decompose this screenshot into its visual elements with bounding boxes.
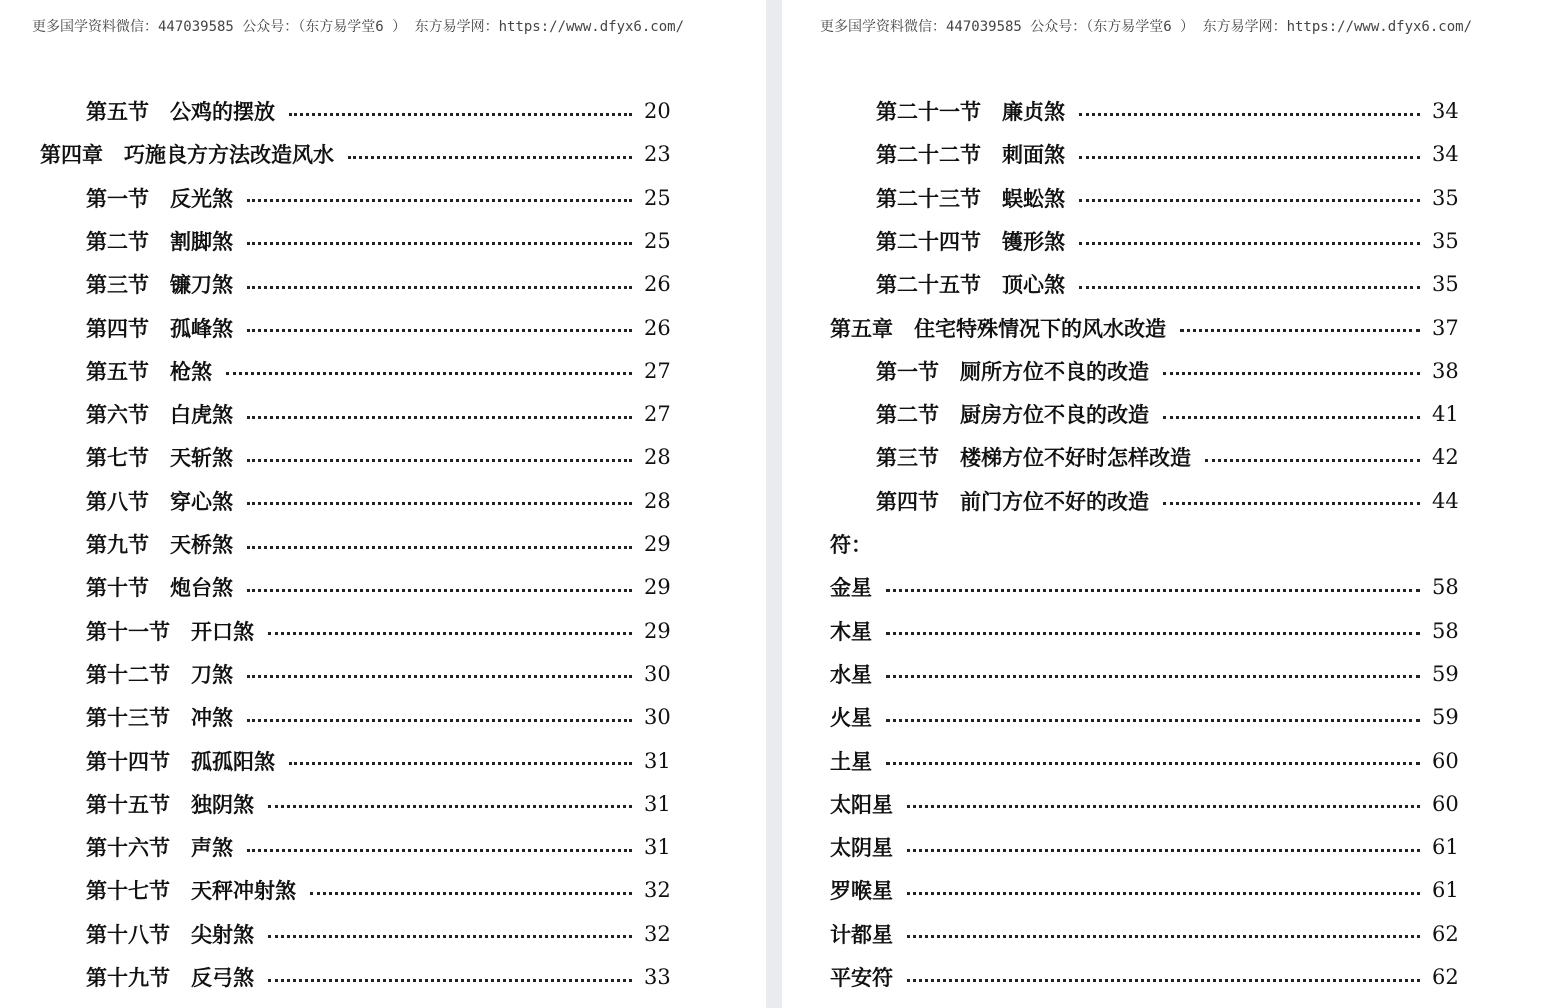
toc-page-number: 29 — [644, 618, 671, 643]
toc-entry-title: 第三节 楼梯方位不好时怎样改造 — [876, 445, 1191, 471]
toc-leader-dots — [289, 113, 632, 116]
toc-page-number: 37 — [1432, 315, 1459, 340]
toc-leader-dots — [907, 979, 1420, 982]
toc-section-entry — [86, 957, 671, 997]
toc-entry-title: 平安符 — [830, 965, 893, 990]
toc-entry-title: 土星 — [830, 748, 872, 774]
toc-section-entry — [86, 611, 671, 651]
toc-section-entry — [876, 481, 1459, 521]
toc-entry-title: 第十节 炮台煞 — [86, 575, 233, 601]
toc-leader-dots — [247, 675, 632, 678]
toc-leader-dots — [247, 589, 632, 592]
toc-entry-title: 第五节 枪煞 — [86, 358, 212, 384]
toc-section-entry — [86, 481, 671, 521]
toc-chapter-entry — [830, 524, 1456, 564]
toc-section-entry — [86, 827, 671, 867]
toc-leader-dots — [247, 459, 632, 462]
toc-section-entry — [876, 221, 1459, 261]
toc-leader-dots — [247, 546, 632, 549]
toc-section-entry — [86, 654, 671, 694]
toc-page-number: 41 — [1432, 402, 1459, 427]
toc-entry-title: 第十五节 独阴煞 — [86, 791, 254, 817]
toc-leader-dots — [1079, 156, 1420, 159]
toc-page-number: 60 — [1432, 748, 1459, 773]
toc-entry-title: 第十九节 反弓煞 — [86, 965, 254, 990]
toc-chapter-entry — [830, 567, 1459, 607]
toc-leader-dots — [886, 632, 1420, 635]
toc-entry-title: 第七节 天斩煞 — [86, 445, 233, 471]
toc-section-entry — [86, 524, 671, 564]
toc-section-entry — [86, 221, 671, 261]
toc-page-number: 42 — [1432, 445, 1459, 470]
right-page — [782, 0, 1552, 1008]
toc-page-number: 25 — [644, 228, 671, 253]
toc-leader-dots — [226, 372, 632, 375]
toc-page-number: 58 — [1432, 575, 1459, 600]
toc-page-number: 25 — [644, 185, 671, 210]
toc-page-number: 31 — [644, 791, 671, 816]
toc-section-entry — [86, 437, 671, 477]
toc-page-number: 59 — [1432, 705, 1459, 730]
toc-leader-dots — [348, 156, 632, 159]
toc-entry-title: 第九节 天桥煞 — [86, 532, 233, 557]
toc-page-number: 61 — [1432, 835, 1459, 860]
toc-chapter-entry — [830, 654, 1459, 694]
toc-section-entry — [86, 351, 671, 391]
page-header-watermark: 更多国学资料微信：447039585 公众号：（东方易学堂6 ） 东方易学网：https://www.dfyx6.com/ — [32, 19, 685, 35]
toc-page-number: 28 — [644, 488, 671, 513]
toc-chapter-entry — [830, 697, 1459, 737]
toc-page-number: 33 — [644, 965, 671, 989]
toc-entry-title: 木星 — [830, 618, 872, 644]
toc-section-entry — [86, 870, 671, 910]
toc-page-number: 34 — [1432, 99, 1459, 123]
toc-chapter-entry — [830, 784, 1459, 824]
toc-entry-title: 第八节 穿心煞 — [86, 488, 233, 514]
toc-leader-dots — [1163, 372, 1420, 375]
toc-entry-title: 火星 — [830, 705, 872, 731]
toc-leader-dots — [247, 416, 632, 419]
toc-section-entry — [86, 178, 671, 218]
toc-chapter-entry — [40, 134, 671, 174]
toc-page-number: 35 — [1432, 272, 1459, 297]
toc-page-number: 30 — [644, 705, 671, 730]
toc-entry-title: 第一节 厕所方位不良的改造 — [876, 358, 1149, 384]
toc-leader-dots — [289, 762, 632, 765]
toc-page-number: 31 — [644, 835, 671, 860]
toc-page-number: 28 — [644, 445, 671, 470]
toc-leader-dots — [268, 979, 632, 982]
toc-page-number: 35 — [1432, 228, 1459, 253]
toc-leader-dots — [247, 329, 632, 332]
toc-entry-title: 太阳星 — [830, 791, 893, 817]
toc-leader-dots — [310, 892, 632, 895]
toc-entry-title: 第一节 反光煞 — [86, 185, 233, 211]
toc-leader-dots — [1079, 113, 1420, 116]
toc-page-number: 26 — [644, 315, 671, 340]
toc-page-number: 62 — [1432, 965, 1459, 989]
toc-section-entry — [876, 91, 1459, 131]
toc-section-entry — [86, 91, 671, 131]
toc-entry-title: 第十七节 天秤冲射煞 — [86, 878, 296, 904]
toc-page-number: 59 — [1432, 661, 1459, 686]
toc-entry-title: 第十三节 冲煞 — [86, 705, 233, 731]
toc-leader-dots — [886, 589, 1420, 592]
toc-page-number: 32 — [644, 921, 671, 946]
toc-entry-title: 太阴星 — [830, 835, 893, 861]
toc-entry-title: 第二节 厨房方位不良的改造 — [876, 402, 1149, 428]
toc-entry-title: 第十八节 尖射煞 — [86, 921, 254, 947]
toc-page-number: 58 — [1432, 618, 1459, 643]
toc-section-entry — [86, 784, 671, 824]
toc-entry-title: 第十二节 刀煞 — [86, 661, 233, 687]
toc-page-number: 34 — [1432, 142, 1459, 167]
toc-entry-title: 第二十三节 蜈蚣煞 — [876, 185, 1065, 211]
toc-leader-dots — [268, 632, 632, 635]
toc-entry-title: 第二十一节 廉贞煞 — [876, 99, 1065, 124]
toc-leader-dots — [268, 805, 632, 808]
toc-page-number: 30 — [644, 661, 671, 686]
toc-entry-title: 符： — [830, 532, 872, 557]
toc-leader-dots — [247, 502, 632, 505]
toc-chapter-entry — [830, 827, 1459, 867]
toc-chapter-entry — [830, 957, 1459, 997]
toc-leader-dots — [268, 935, 632, 938]
toc-entry-title: 水星 — [830, 661, 872, 687]
toc-page-number: 23 — [644, 142, 671, 167]
toc-leader-dots — [247, 286, 632, 289]
toc-page-number: 35 — [1432, 185, 1459, 210]
toc-chapter-entry — [830, 611, 1459, 651]
toc-page-number: 31 — [644, 748, 671, 773]
toc-page-number: 61 — [1432, 878, 1459, 903]
toc-section-entry — [876, 351, 1459, 391]
toc-chapter-entry — [830, 308, 1459, 348]
toc-entry-title: 第二十五节 顶心煞 — [876, 272, 1065, 298]
toc-entry-title: 第四章 巧施良方方法改造风水 — [40, 142, 334, 168]
toc-entry-title: 第四节 前门方位不好的改造 — [876, 488, 1149, 514]
toc-page-number: 38 — [1432, 358, 1459, 383]
toc-page-number: 27 — [644, 358, 671, 383]
page-header-watermark: 更多国学资料微信：447039585 公众号：（东方易学堂6 ） 东方易学网：https://www.dfyx6.com/ — [820, 19, 1473, 35]
toc-entry-title: 第四节 孤峰煞 — [86, 315, 233, 341]
toc-section-entry — [86, 394, 671, 434]
toc-page-number: 27 — [644, 402, 671, 427]
toc-leader-dots — [907, 935, 1420, 938]
toc-entry-title: 第五节 公鸡的摆放 — [86, 99, 275, 124]
toc-leader-dots — [1205, 459, 1420, 462]
toc-entry-title: 罗喉星 — [830, 878, 893, 904]
toc-page-number: 26 — [644, 272, 671, 297]
toc-page-number: 29 — [644, 575, 671, 600]
toc-entry-title: 第二十四节 镬形煞 — [876, 228, 1065, 254]
toc-leader-dots — [886, 762, 1420, 765]
toc-leader-dots — [907, 849, 1420, 852]
toc-leader-dots — [247, 199, 632, 202]
toc-entry-title: 第二节 割脚煞 — [86, 228, 233, 254]
toc-leader-dots — [247, 849, 632, 852]
toc-page-number: 20 — [644, 99, 671, 123]
toc-entry-title: 第十四节 孤孤阳煞 — [86, 748, 275, 774]
toc-section-entry — [86, 264, 671, 304]
toc-section-entry — [876, 134, 1459, 174]
toc-page-number: 62 — [1432, 921, 1459, 946]
toc-page-number: 44 — [1432, 488, 1459, 513]
toc-chapter-entry — [830, 914, 1459, 954]
toc-entry-title: 第二十二节 刺面煞 — [876, 142, 1065, 168]
toc-entry-title: 第六节 白虎煞 — [86, 402, 233, 428]
toc-page-number: 60 — [1432, 791, 1459, 816]
toc-leader-dots — [1079, 242, 1420, 245]
toc-entry-title: 第五章 住宅特殊情况下的风水改造 — [830, 315, 1166, 341]
toc-section-entry — [876, 437, 1459, 477]
toc-leader-dots — [907, 892, 1420, 895]
toc-entry-title: 第三节 镰刀煞 — [86, 272, 233, 298]
toc-leader-dots — [1079, 286, 1420, 289]
toc-leader-dots — [1163, 416, 1420, 419]
toc-section-entry — [86, 914, 671, 954]
toc-entry-title: 第十一节 开口煞 — [86, 618, 254, 644]
toc-chapter-entry — [830, 870, 1459, 910]
toc-entry-title: 金星 — [830, 575, 872, 601]
toc-section-entry — [86, 567, 671, 607]
left-page — [0, 0, 766, 1008]
toc-leader-dots — [907, 805, 1420, 808]
toc-leader-dots — [247, 719, 632, 722]
toc-leader-dots — [1180, 329, 1420, 332]
toc-page-number: 32 — [644, 878, 671, 903]
toc-section-entry — [86, 697, 671, 737]
toc-leader-dots — [886, 719, 1420, 722]
toc-leader-dots — [1163, 502, 1420, 505]
toc-entry-title: 计都星 — [830, 921, 893, 947]
toc-entry-title: 第十六节 声煞 — [86, 835, 233, 861]
toc-section-entry — [86, 308, 671, 348]
toc-section-entry — [86, 741, 671, 781]
toc-section-entry — [876, 394, 1459, 434]
toc-leader-dots — [247, 242, 632, 245]
toc-leader-dots — [886, 675, 1420, 678]
toc-leader-dots — [1079, 199, 1420, 202]
toc-section-entry — [876, 264, 1459, 304]
toc-chapter-entry — [830, 741, 1459, 781]
toc-section-entry — [876, 178, 1459, 218]
toc-page-number: 29 — [644, 532, 671, 556]
